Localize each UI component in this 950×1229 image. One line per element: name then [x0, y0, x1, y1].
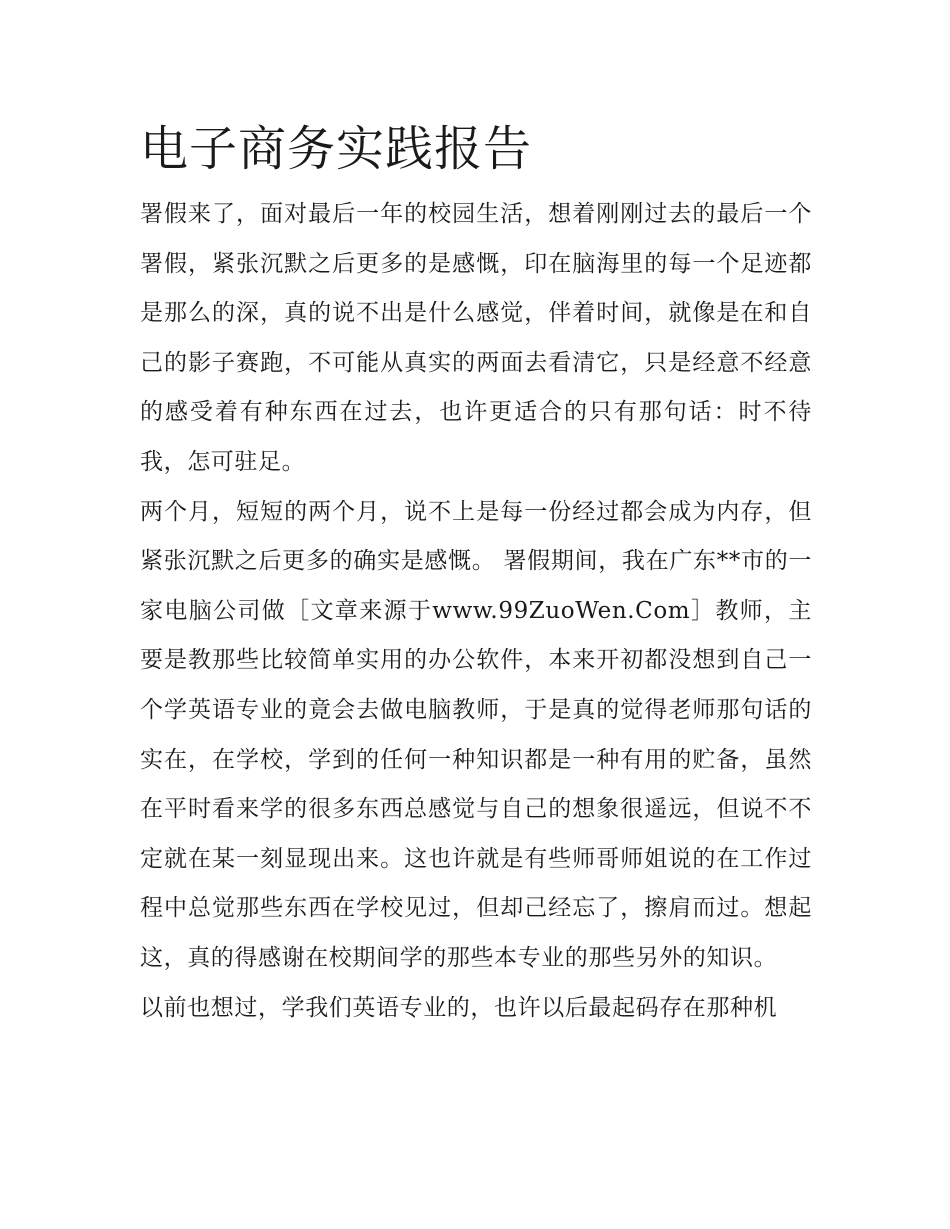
paragraph-3: 以前也想过，学我们英语专业的，也许以后最起码存在那种机	[140, 994, 778, 1021]
document-body	[140, 118, 812, 1033]
document-title: 电子商务实践报告	[140, 121, 533, 177]
paragraph-2: 两个月，短短的两个月，说不上是每一份经过都会成为内存，但紧张沉默之后更多的确实是感慨。 署假期间，我在广东**市的一家电脑公司做［文章来源于www.99ZuoWen.Com］教师，主要是教那些比较简单实用的办公软件，本来开初都没想到自己一个学英语专业的竟会去做电脑教师，于是真的觉得老师那句话的实在，在学校，学到的任何一种知识都是一种有用的贮备，虽然在平时看来学的很多东西总感觉与自己的想象很遥远，但说不不定就在某一刻显现出来。这也许就是有些师哥师姐说的在工作过程中总觉那些东西在学校见过，但却己经忘了，擦肩而过。想起这，真的得感谢在校期间学的那些本专业的那些另外的知识。	[140, 498, 812, 971]
paragraph-1: 署假来了，面对最后一年的校园生活，想着刚刚过去的最后一个署假，紧张沉默之后更多的是感慨，印在脑海里的每一个足迹都是那么的深，真的说不出是什么感觉，伴着时间，就像是在和自己的影子赛跑，不可能从真实的两面去看清它，只是经意不经意的感受着有种东西在过去，也许更适合的只有那句话：时不待我，怎可驻足。	[140, 201, 812, 475]
